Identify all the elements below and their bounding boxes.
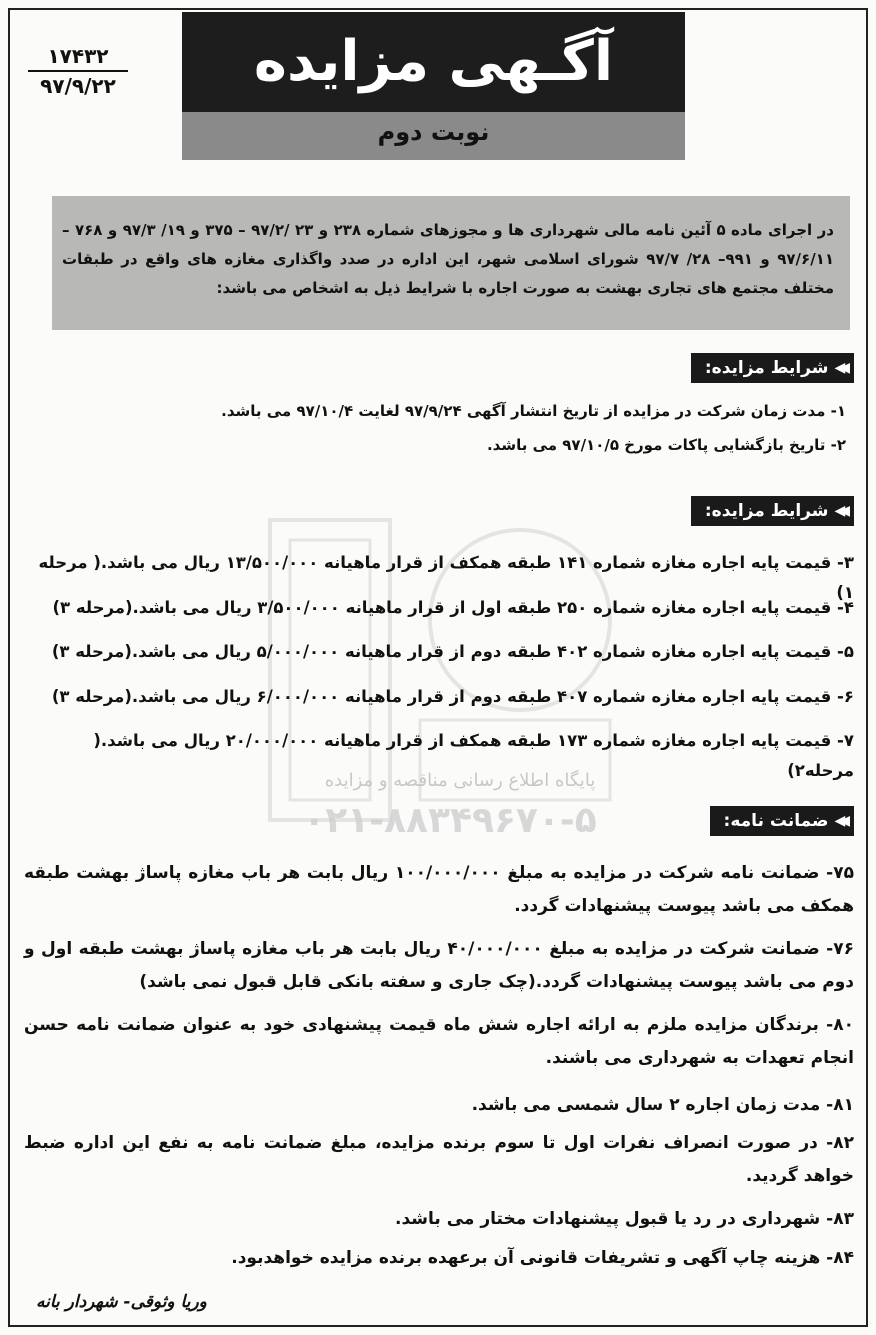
watermark-phone: ۰۲۱-۸۸۳۴۹۶۷۰-۵ bbox=[303, 800, 597, 841]
intro-paragraph: در اجرای ماده ۵ آئین نامه مالی شهرداری ها و مجوزهای شماره ۲۳۸ و ۲۳ /۹۷/۲ – ۳۷۵ و ۱۹/ ۹۷/۳ و ۷۶۸ – ۹۷/۶/۱۱ و ۹۹۱– ۲۸/ ۹۷/۷ شورای اسلامی شهر، این اداره در صدد واگذاری مغازه های واقع در طبقات مختلف مجتمع های تجاری بهشت به صورت اجاره با شرایط ذیل به اشخاص می باشد: bbox=[52, 196, 850, 330]
guarantee-item-81: ۸۱- مدت زمان اجاره ۲ سال شمسی می باشد. bbox=[471, 1095, 854, 1115]
section-heading-label: ضمانت نامه: bbox=[723, 811, 829, 831]
notice-title: آگـهی مزایده bbox=[253, 29, 614, 94]
guarantee-item-83: ۸۳- شهرداری در رد یا قبول پیشنهادات مختار می باشد. bbox=[395, 1209, 854, 1229]
guarantee-item-76: ۷۶- ضمانت شرکت در مزایده به مبلغ ۴۰/۰۰۰/۰۰۰ ریال بابت هر باب مغازه پاساژ بهشت طبقه اول و دوم می باشد پیوست پیشنهادات گردد.(چک جاری و سفته بانکی قابل قبول نمی باشد) bbox=[24, 939, 854, 992]
guarantee-item-80: ۸۰- برندگان مزایده ملزم به ارائه اجاره شش ماه قیمت پیشنهادی خود به عنوان ضمانت نامه حسن انجام تعهدات به شهرداری می باشند. bbox=[24, 1015, 854, 1068]
double-chevron-icon: ◀◀ bbox=[834, 503, 844, 519]
section-heading-guarantee bbox=[710, 806, 854, 836]
price-item-5: ۵- قیمت پایه اجاره مغازه شماره ۴۰۲ طبقه دوم از قرار ماهیانه ۵/۰۰۰/۰۰۰ ریال می باشد.(مرحله ۳) bbox=[51, 642, 854, 661]
watermark-site-text: پایگاه اطلاع رسانی مناقصه و مزایده bbox=[324, 770, 596, 791]
title-band bbox=[182, 12, 685, 117]
price-item-3: ۳- قیمت پایه اجاره مغازه شماره ۱۴۱ طبقه همکف از قرار ماهیانه ۱۳/۵۰۰/۰۰۰ ریال می باشد.( مرحله ۱) bbox=[38, 553, 854, 602]
double-chevron-icon: ◀◀ bbox=[834, 360, 844, 376]
section-heading-label: شرایط مزایده: bbox=[704, 501, 829, 521]
section-heading-conditions-1 bbox=[691, 353, 854, 383]
condition-item-2: ۲- تاریخ بازگشایی پاکات مورخ ۹۷/۱۰/۵ می باشد. bbox=[486, 436, 846, 454]
reference-date: ۹۷/۹/۲۲ bbox=[40, 74, 116, 98]
section-heading-conditions-2 bbox=[691, 496, 854, 526]
guarantee-item-82: ۸۲- در صورت انصراف نفرات اول تا سوم برنده مزایده، مبلغ ضمانت نامه به نفع این اداره ضبط خواهد گردید. bbox=[24, 1133, 854, 1186]
section-heading-label: شرایط مزایده: bbox=[704, 358, 829, 378]
signature: وریا وثوقی- شهردار بانه bbox=[36, 1292, 207, 1312]
condition-item-1: ۱- مدت زمان شرکت در مزایده از تاریخ انتشار آگهی ۹۷/۹/۲۴ لغایت ۹۷/۱۰/۴ می باشد. bbox=[221, 402, 846, 420]
guarantee-item-84: ۸۴- هزینه چاپ آگهی و تشریفات قانونی آن برعهده برنده مزایده خواهدبود. bbox=[231, 1248, 854, 1268]
price-item-6: ۶- قیمت پایه اجاره مغازه شماره ۴۰۷ طبقه دوم از قرار ماهیانه ۶/۰۰۰/۰۰۰ ریال می باشد.(مرحله ۳) bbox=[51, 687, 854, 706]
price-item-7: ۷- قیمت پایه اجاره مغازه شماره ۱۷۳ طبقه همکف از قرار ماهیانه ۲۰/۰۰۰/۰۰۰ ریال می باشد.( مرحله۲) bbox=[93, 731, 854, 780]
subtitle-band bbox=[182, 112, 685, 160]
reference-box bbox=[28, 44, 128, 98]
double-chevron-icon: ◀◀ bbox=[834, 813, 844, 829]
guarantee-item-75: ۷۵- ضمانت نامه شرکت در مزایده به مبلغ ۱۰۰/۰۰۰/۰۰۰ ریال بابت هر باب مغازه پاساژ بهشت طبقه همکف می باشد پیوست پیشنهادات گردد. bbox=[24, 863, 854, 916]
reference-number: ۱۷۴۳۲ bbox=[28, 44, 128, 72]
price-item-4: ۴- قیمت پایه اجاره مغازه شماره ۲۵۰ طبقه اول از قرار ماهیانه ۳/۵۰۰/۰۰۰ ریال می باشد.(مرحله ۳) bbox=[52, 598, 854, 617]
notice-subtitle: نوبت دوم bbox=[377, 118, 490, 146]
